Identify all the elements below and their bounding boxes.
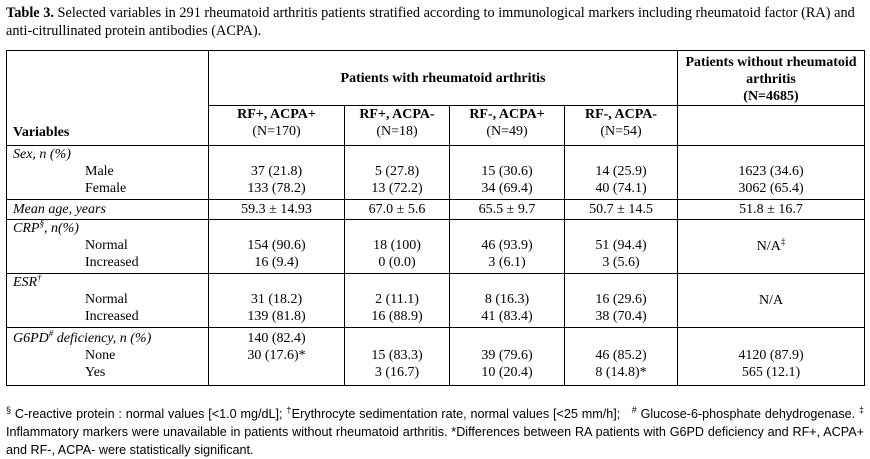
non-ra-group-header: [678, 51, 865, 106]
g6pd-labels: [7, 328, 209, 386]
value: 0 (0.0): [378, 255, 416, 270]
value: 3 (6.1): [488, 255, 526, 270]
crp-col2: [345, 220, 450, 274]
col-header-rfpos-acpaneg: [345, 106, 450, 146]
value: 16 (88.9): [371, 309, 423, 324]
crp-col3: [450, 220, 565, 274]
col-header-rfneg-acpapos: [450, 106, 565, 146]
value: 30 (17.6)*: [247, 348, 306, 363]
table-label: Table 3.: [6, 5, 54, 21]
esr-col2: [345, 274, 450, 328]
data-table: [6, 50, 865, 386]
sex-col4: [565, 146, 678, 200]
value: 46 (85.2): [595, 348, 647, 363]
g6pd-title: [13, 328, 208, 347]
value: 13 (72.2): [371, 181, 423, 196]
col-n: (N=18): [376, 124, 418, 139]
value: 8 (14.8)*: [595, 365, 647, 380]
value: 16 (9.4): [254, 255, 299, 270]
value: 15 (83.3): [371, 348, 423, 363]
value: 18 (100): [373, 238, 421, 253]
g6pd-none-label: None: [85, 348, 116, 363]
crp-normal-label: Normal: [85, 238, 128, 253]
sex-col1: [209, 146, 345, 200]
table-caption-text: Selected variables in 291 rheumatoid arthritis patients stratified according to immunological markers including rheumatoid factor (RA) and anti-citrullinated protein antibodies (ACPA).: [6, 5, 855, 39]
col-label: RF+, ACPA+: [237, 107, 316, 122]
col-n: (N=170): [252, 124, 301, 139]
value: 10 (20.4): [481, 365, 533, 380]
g6pd-title-text: G6PD: [13, 331, 49, 346]
col-n: (N=54): [600, 124, 642, 139]
value: 3 (5.6): [602, 255, 640, 270]
crp-labels: [7, 220, 209, 274]
ra-group-header: Patients with rheumatoid arthritis: [209, 51, 678, 106]
age-col5: 51.8 ± 16.7: [678, 200, 865, 220]
esr-non-ra: N/A: [678, 274, 865, 328]
value: 2 (11.1): [375, 292, 419, 307]
sex-col5: [678, 146, 865, 200]
esr-increased-label: Increased: [85, 309, 139, 324]
esr-sup: †: [37, 272, 42, 283]
value: 15 (30.6): [481, 164, 533, 179]
sex-col2: [345, 146, 450, 200]
g6pd-col2: [345, 328, 450, 386]
value: 41 (83.4): [481, 309, 533, 324]
g6pd-sup: #: [48, 328, 54, 339]
col-header-rfpos-acpapos: [209, 106, 345, 146]
table-row-age: [7, 200, 865, 220]
footnote-crp: C-reactive protein : normal values [<1.0 mg/dL];: [11, 407, 287, 421]
g6pd-col1: [209, 328, 345, 386]
table-row-esr: [7, 274, 865, 328]
value: 133 (78.2): [247, 181, 306, 196]
table-caption: [6, 4, 864, 40]
value: 34 (69.4): [481, 181, 533, 196]
sex-female-label: Female: [85, 181, 127, 196]
g6pd-title-suffix: deficiency, n (%): [53, 331, 152, 346]
sex-title: Sex, n (%): [13, 147, 71, 162]
footnote-esr: Erythrocyte sedimentation rate, normal values [<25 mm/h];: [291, 407, 625, 421]
value: 38 (70.4): [595, 309, 647, 324]
value: 1623 (34.6): [738, 164, 804, 179]
crp-col1: [209, 220, 345, 274]
footnote-mark-g6pd: #: [631, 404, 637, 415]
age-col1: 59.3 ± 14.93: [209, 200, 345, 220]
value: 565 (12.1): [741, 365, 801, 380]
footnote-mark-na: ‡: [858, 404, 864, 415]
footnote-na: Inflammatory markers were unavailable in patients without rheumatoid arthritis. *Differences between RA patients with G6PD deficiency and RF+, ACPA+ and RF-, ACPA- were statistically significant.: [6, 425, 864, 457]
value: 51 (94.4): [595, 238, 647, 253]
col-n: (N=49): [486, 124, 528, 139]
esr-title-text: ESR: [13, 275, 38, 290]
value: 39 (79.6): [481, 348, 533, 363]
crp-col4: [565, 220, 678, 274]
crp-increased-label: Increased: [85, 255, 139, 270]
age-col2: 67.0 ± 5.6: [345, 200, 450, 220]
sex-col3: [450, 146, 565, 200]
sex-male-label: Male: [85, 164, 114, 179]
value: 8 (16.3): [484, 292, 530, 307]
col-header-non-ra-empty: [678, 106, 865, 146]
table-footnote: [6, 405, 864, 459]
table-row-crp: [7, 220, 865, 274]
value: 3 (16.7): [374, 365, 420, 380]
age-col4: 50.7 ± 14.5: [565, 200, 678, 220]
table-row-g6pd: [7, 328, 865, 386]
crp-title-suffix: , n(%): [43, 221, 79, 236]
value: 5 (27.8): [374, 164, 420, 179]
esr-labels: [7, 274, 209, 328]
age-title: Mean age, years: [7, 200, 209, 220]
g6pd-col3: [450, 328, 565, 386]
value: 3062 (65.4): [738, 181, 804, 196]
esr-title: [13, 274, 208, 291]
non-ra-group-n: (N=4685): [743, 89, 799, 104]
value: 37 (21.8): [250, 164, 303, 179]
variables-header: Variables: [7, 106, 209, 146]
non-ra-group-label: Patients without rheumatoid arthritis: [685, 55, 857, 87]
value: 14 (25.9): [595, 164, 647, 179]
col-label: RF-, ACPA-: [584, 107, 658, 122]
g6pd-col5: [678, 328, 865, 386]
crp-title-text: CRP: [13, 221, 40, 236]
sex-labels: [7, 146, 209, 200]
crp-non-ra: [678, 220, 865, 274]
crp-title: [13, 220, 208, 237]
col-label: RF+, ACPA-: [359, 107, 435, 122]
col-header-rfneg-acpaneg: [565, 106, 678, 146]
header-empty-cell: [7, 51, 209, 106]
table-row-sex: [7, 146, 865, 200]
col-label: RF-, ACPA+: [469, 107, 545, 122]
crp-na: N/A: [756, 239, 781, 254]
g6pd-yes-label: Yes: [85, 365, 106, 380]
header-row-groups: [7, 51, 865, 106]
esr-col1: [209, 274, 345, 328]
value: 46 (93.9): [481, 238, 533, 253]
age-col3: 65.5 ± 9.7: [450, 200, 565, 220]
crp-sup: §: [39, 218, 44, 229]
footnote-mark-crp: §: [6, 404, 12, 415]
header-row-columns: [7, 106, 865, 146]
esr-col4: [565, 274, 678, 328]
g6pd-col4: [565, 328, 678, 386]
value: 31 (18.2): [250, 292, 303, 307]
value: 4120 (87.9): [738, 348, 804, 363]
footnote-g6pd: Glucose-6-phosphate dehydrogenase.: [636, 407, 859, 421]
esr-normal-label: Normal: [85, 292, 128, 307]
value: 16 (29.6): [595, 292, 647, 307]
value: 154 (90.6): [247, 238, 306, 253]
value: 140 (82.4): [247, 331, 306, 346]
crp-na-sup: ‡: [780, 236, 786, 247]
esr-col3: [450, 274, 565, 328]
footnote-mark-esr: †: [286, 404, 292, 415]
value: 139 (81.8): [247, 309, 306, 324]
value: 40 (74.1): [595, 181, 647, 196]
